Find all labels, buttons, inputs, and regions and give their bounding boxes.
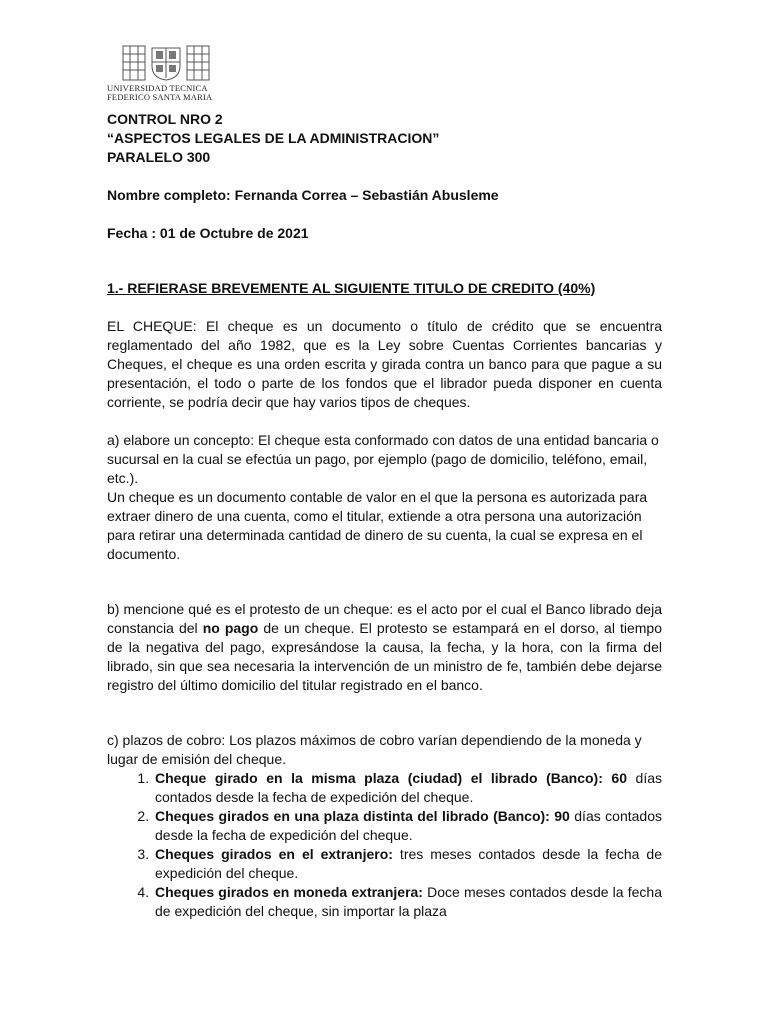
part-c-intro: c) plazos de cobro: Los plazos máximos de cobro varían dependiendo de la moneda y lugar de emisión del cheque. xyxy=(107,732,642,767)
part-a-paragraph-1: a) elabore un concepto: El cheque esta conformado con datos de una entidad bancaria o sucursal en la cual se efectúa un pago, por ejemplo (pago de domicilio, teléfono, email, etc.). xyxy=(107,432,659,486)
list-item: 2. Cheques girados en una plaza distinta del librado (Banco): 90 días contados desde la fecha de expedición del cheque. xyxy=(153,807,662,845)
cheque-text: El cheque es un documento o título de crédito que se encuentra reglamentado del año 1982, que es la Ley sobre Cuentas Corrientes bancarias y Cheques, el cheque es una orden escrita y girada contra un banco para que pague a su presentación, el todo o parte de los fondos que el librador pueda disponer en cuenta corriente, se podría decir que hay varios tipos de cheques. xyxy=(107,318,663,410)
cheque-definition xyxy=(107,317,662,412)
header-line-1: CONTROL NRO 2 xyxy=(107,111,223,127)
university-logo xyxy=(107,44,225,102)
document-page xyxy=(107,44,662,921)
question-title: 1.- REFIERASE BREVEMENTE AL SIGUIENTE TITULO DE CREDITO (40%) xyxy=(107,280,596,296)
no-pago-emphasis: no pago xyxy=(202,620,259,636)
header-line-3: PARALELO 300 xyxy=(107,149,211,165)
student-names: Nombre completo: Fernanda Correa – Sebastián Abusleme xyxy=(107,187,499,203)
collection-terms-list xyxy=(107,769,662,921)
cheque-label: EL CHEQUE: xyxy=(107,318,197,334)
university-crest-icon xyxy=(122,44,210,82)
date-line: Fecha : 01 de Octubre de 2021 xyxy=(107,225,309,241)
part-b-paragraph: b) mencione qué es el protesto de un cheque: es el acto por el cual el Banco librado deja constancia del no pago de un cheque. El protesto se estampará en el dorso, al tiempo de la negativa del pago, expresándose la causa, la fecha, y la hora, con la firma del librado, sin que sea necesaria la intervención de un ministro de fe, también debe dejarse registro del último domicilio del titular registrado en el banco. xyxy=(107,601,662,693)
header-line-2: “ASPECTOS LEGALES DE LA ADMINISTRACION” xyxy=(107,130,440,146)
list-item: 1. Cheque girado en la misma plaza (ciudad) el librado (Banco): 60 días contados desde la fecha de expedición del cheque. xyxy=(153,769,662,807)
list-item: 3. Cheques girados en el extranjero: tres meses contados desde la fecha de expedición del cheque. xyxy=(153,845,662,883)
list-item: 4. Cheques girados en moneda extranjera: Doce meses contados desde la fecha de expedición del cheque, sin importar la plaza xyxy=(153,883,662,921)
logo-text: UNIVERSIDAD TECNICA FEDERICO SANTA MARIA xyxy=(107,83,213,102)
part-a-paragraph-2: Un cheque es un documento contable de valor en el que la persona es autorizada para extraer dinero de una cuenta, como el titular, extiende a otra persona una autorización para retirar una determinada cantidad de dinero de su cuenta, la cual se expresa en el documento. xyxy=(107,489,648,562)
